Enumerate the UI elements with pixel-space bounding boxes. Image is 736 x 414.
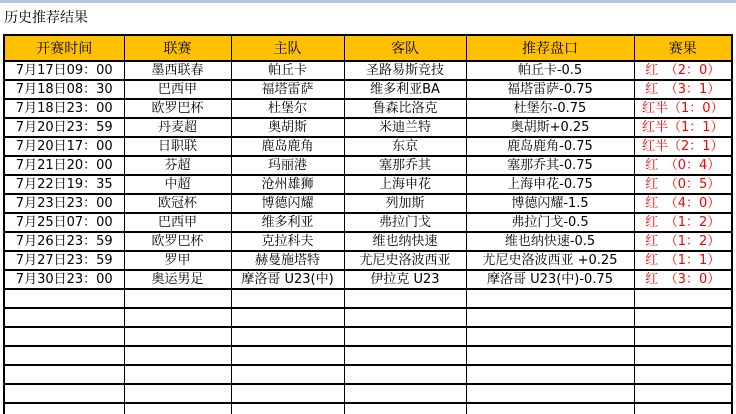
cell-league[interactable]: 墨西联春 — [124, 61, 231, 80]
cell-league[interactable]: 巴西甲 — [124, 80, 231, 99]
cell-time[interactable]: 7月17日09：00 — [4, 61, 124, 80]
header-cell-league[interactable]: 联赛 — [124, 35, 231, 61]
cell-handicap[interactable]: 奥胡斯+0.25 — [466, 118, 634, 137]
cell-result[interactable]: 红 （1：2） — [634, 232, 732, 251]
empty-cell-handicap[interactable] — [466, 346, 634, 365]
header-cell-home[interactable]: 主队 — [231, 35, 344, 61]
empty-cell-league[interactable] — [124, 327, 231, 346]
cell-home[interactable]: 杜堡尔 — [231, 99, 344, 118]
cell-result[interactable]: 红半（1：1） — [634, 118, 732, 137]
empty-table-row — [4, 327, 732, 346]
cell-away[interactable]: 东京 — [344, 137, 466, 156]
empty-cell-time[interactable] — [4, 346, 124, 365]
cell-away[interactable]: 尤尼史洛波西亚 — [344, 251, 466, 270]
cell-away[interactable]: 列加斯 — [344, 194, 466, 213]
cell-handicap[interactable]: 上海申花-0.75 — [466, 175, 634, 194]
cell-away[interactable]: 上海申花 — [344, 175, 466, 194]
cell-result[interactable]: 红 （2：0） — [634, 61, 732, 80]
empty-table-row — [4, 384, 732, 403]
cell-time[interactable]: 7月27日23：59 — [4, 251, 124, 270]
empty-cell-time[interactable] — [4, 384, 124, 403]
cell-time[interactable]: 7月26日23：59 — [4, 232, 124, 251]
empty-cell-handicap[interactable] — [466, 308, 634, 327]
cell-away[interactable]: 米迪兰特 — [344, 118, 466, 137]
table-row — [4, 80, 732, 99]
cell-home[interactable]: 克拉科夫 — [231, 232, 344, 251]
cell-handicap[interactable]: 福塔雷萨-0.75 — [466, 80, 634, 99]
table-row — [4, 232, 732, 251]
cell-result[interactable]: 红 （0：5） — [634, 175, 732, 194]
cell-result[interactable]: 红半（1：0） — [634, 99, 732, 118]
cell-league[interactable]: 中超 — [124, 175, 231, 194]
cell-league[interactable]: 欧冠杯 — [124, 194, 231, 213]
empty-cell-league[interactable] — [124, 289, 231, 308]
empty-cell-time[interactable] — [4, 403, 124, 414]
empty-cell-handicap[interactable] — [466, 365, 634, 384]
cell-league[interactable]: 欧罗巴杯 — [124, 99, 231, 118]
cell-result[interactable]: 红 （0：4） — [634, 156, 732, 175]
empty-cell-result[interactable] — [634, 384, 732, 403]
window-top-edge — [0, 0, 736, 3]
empty-cell-home[interactable] — [231, 289, 344, 308]
cell-time[interactable]: 7月18日08：30 — [4, 80, 124, 99]
empty-cell-away[interactable] — [344, 365, 466, 384]
cell-away[interactable]: 维多利亚BA — [344, 80, 466, 99]
header-cell-time[interactable]: 开赛时间 — [4, 35, 124, 61]
cell-home[interactable]: 赫曼施塔特 — [231, 251, 344, 270]
cell-league[interactable]: 日职联 — [124, 137, 231, 156]
cell-league[interactable]: 欧罗巴杯 — [124, 232, 231, 251]
cell-league[interactable]: 巴西甲 — [124, 213, 231, 232]
table-row — [4, 137, 732, 156]
cell-time[interactable]: 7月21日20：00 — [4, 156, 124, 175]
page-title: 历史推荐结果 — [4, 10, 88, 26]
cell-home[interactable]: 鹿岛鹿角 — [231, 137, 344, 156]
cell-home[interactable]: 帕丘卡 — [231, 61, 344, 80]
cell-time[interactable]: 7月22日19：35 — [4, 175, 124, 194]
header-row — [4, 35, 732, 61]
cell-handicap[interactable]: 摩洛哥 U23(中)-0.75 — [466, 270, 634, 289]
empty-cell-handicap[interactable] — [466, 403, 634, 414]
empty-cell-result[interactable] — [634, 327, 732, 346]
empty-table-row — [4, 308, 732, 327]
cell-home[interactable]: 奥胡斯 — [231, 118, 344, 137]
cell-home[interactable]: 玛丽港 — [231, 156, 344, 175]
cell-home[interactable]: 维多利亚 — [231, 213, 344, 232]
table-row — [4, 61, 732, 80]
empty-cell-home[interactable] — [231, 365, 344, 384]
cell-home[interactable]: 沧州雄狮 — [231, 175, 344, 194]
cell-result[interactable]: 红 （1：2） — [634, 213, 732, 232]
cell-time[interactable]: 7月18日23：00 — [4, 99, 124, 118]
empty-cell-home[interactable] — [231, 384, 344, 403]
empty-cell-home[interactable] — [231, 403, 344, 414]
table-row — [4, 175, 732, 194]
empty-cell-handicap[interactable] — [466, 384, 634, 403]
table-row — [4, 270, 732, 289]
cell-time[interactable]: 7月25日07：00 — [4, 213, 124, 232]
empty-table-row — [4, 403, 732, 414]
empty-cell-handicap[interactable] — [466, 289, 634, 308]
cell-result[interactable]: 红 （1：1） — [634, 251, 732, 270]
cell-result[interactable]: 红 （3：0） — [634, 270, 732, 289]
empty-cell-result[interactable] — [634, 403, 732, 414]
empty-cell-league[interactable] — [124, 365, 231, 384]
cell-handicap[interactable]: 杜堡尔-0.75 — [466, 99, 634, 118]
empty-cell-away[interactable] — [344, 289, 466, 308]
cell-away[interactable]: 鲁森比洛克 — [344, 99, 466, 118]
cell-league[interactable]: 罗甲 — [124, 251, 231, 270]
empty-cell-time[interactable] — [4, 365, 124, 384]
empty-table-row — [4, 365, 732, 384]
cell-time[interactable]: 7月20日23：59 — [4, 118, 124, 137]
empty-cell-away[interactable] — [344, 384, 466, 403]
table-row — [4, 213, 732, 232]
table-row — [4, 251, 732, 270]
empty-cell-league[interactable] — [124, 346, 231, 365]
empty-cell-home[interactable] — [231, 308, 344, 327]
cell-away[interactable]: 维也纳快速 — [344, 232, 466, 251]
table-row — [4, 194, 732, 213]
cell-away[interactable]: 圣路易斯竞技 — [344, 61, 466, 80]
cell-handicap[interactable]: 塞那乔其-0.75 — [466, 156, 634, 175]
empty-cell-handicap[interactable] — [466, 327, 634, 346]
cell-handicap[interactable]: 帕丘卡-0.5 — [466, 61, 634, 80]
cell-league[interactable]: 芬超 — [124, 156, 231, 175]
cell-handicap[interactable]: 博德闪耀-1.5 — [466, 194, 634, 213]
empty-cell-away[interactable] — [344, 308, 466, 327]
empty-cell-time[interactable] — [4, 308, 124, 327]
cell-time[interactable]: 7月30日23：00 — [4, 270, 124, 289]
empty-cell-result[interactable] — [634, 365, 732, 384]
cell-result[interactable]: 红 （3：1） — [634, 80, 732, 99]
empty-cell-away[interactable] — [344, 346, 466, 365]
cell-away[interactable]: 弗拉门戈 — [344, 213, 466, 232]
empty-cell-result[interactable] — [634, 289, 732, 308]
cell-result[interactable]: 红半（2：1） — [634, 137, 732, 156]
table-row — [4, 118, 732, 137]
cell-handicap[interactable]: 鹿岛鹿角-0.75 — [466, 137, 634, 156]
table-row — [4, 156, 732, 175]
empty-table-row — [4, 346, 732, 365]
header-cell-handicap[interactable]: 推荐盘口 — [466, 35, 634, 61]
empty-cell-home[interactable] — [231, 346, 344, 365]
cell-home[interactable]: 博德闪耀 — [231, 194, 344, 213]
cell-home[interactable]: 福塔雷萨 — [231, 80, 344, 99]
table-row — [4, 99, 732, 118]
cell-handicap[interactable]: 维也纳快速-0.5 — [466, 232, 634, 251]
cell-away[interactable]: 伊拉克 U23 — [344, 270, 466, 289]
empty-cell-result[interactable] — [634, 308, 732, 327]
empty-cell-time[interactable] — [4, 327, 124, 346]
empty-cell-home[interactable] — [231, 327, 344, 346]
cell-time[interactable]: 7月23日23：00 — [4, 194, 124, 213]
cell-home[interactable]: 摩洛哥 U23(中) — [231, 270, 344, 289]
cell-away[interactable]: 塞那乔其 — [344, 156, 466, 175]
header-cell-away[interactable]: 客队 — [344, 35, 466, 61]
cell-handicap[interactable]: 弗拉门戈-0.5 — [466, 213, 634, 232]
results-table — [3, 34, 733, 414]
cell-league[interactable]: 奥运男足 — [124, 270, 231, 289]
cell-league[interactable]: 丹麦超 — [124, 118, 231, 137]
cell-handicap[interactable]: 尤尼史洛波西亚 +0.25 — [466, 251, 634, 270]
cell-time[interactable]: 7月20日17：00 — [4, 137, 124, 156]
empty-cell-result[interactable] — [634, 346, 732, 365]
empty-cell-league[interactable] — [124, 384, 231, 403]
cell-result[interactable]: 红 （4：0） — [634, 194, 732, 213]
empty-cell-league[interactable] — [124, 308, 231, 327]
empty-cell-away[interactable] — [344, 403, 466, 414]
empty-cell-away[interactable] — [344, 327, 466, 346]
empty-cell-time[interactable] — [4, 289, 124, 308]
empty-cell-league[interactable] — [124, 403, 231, 414]
header-cell-result[interactable]: 赛果 — [634, 35, 732, 61]
empty-table-row — [4, 289, 732, 308]
